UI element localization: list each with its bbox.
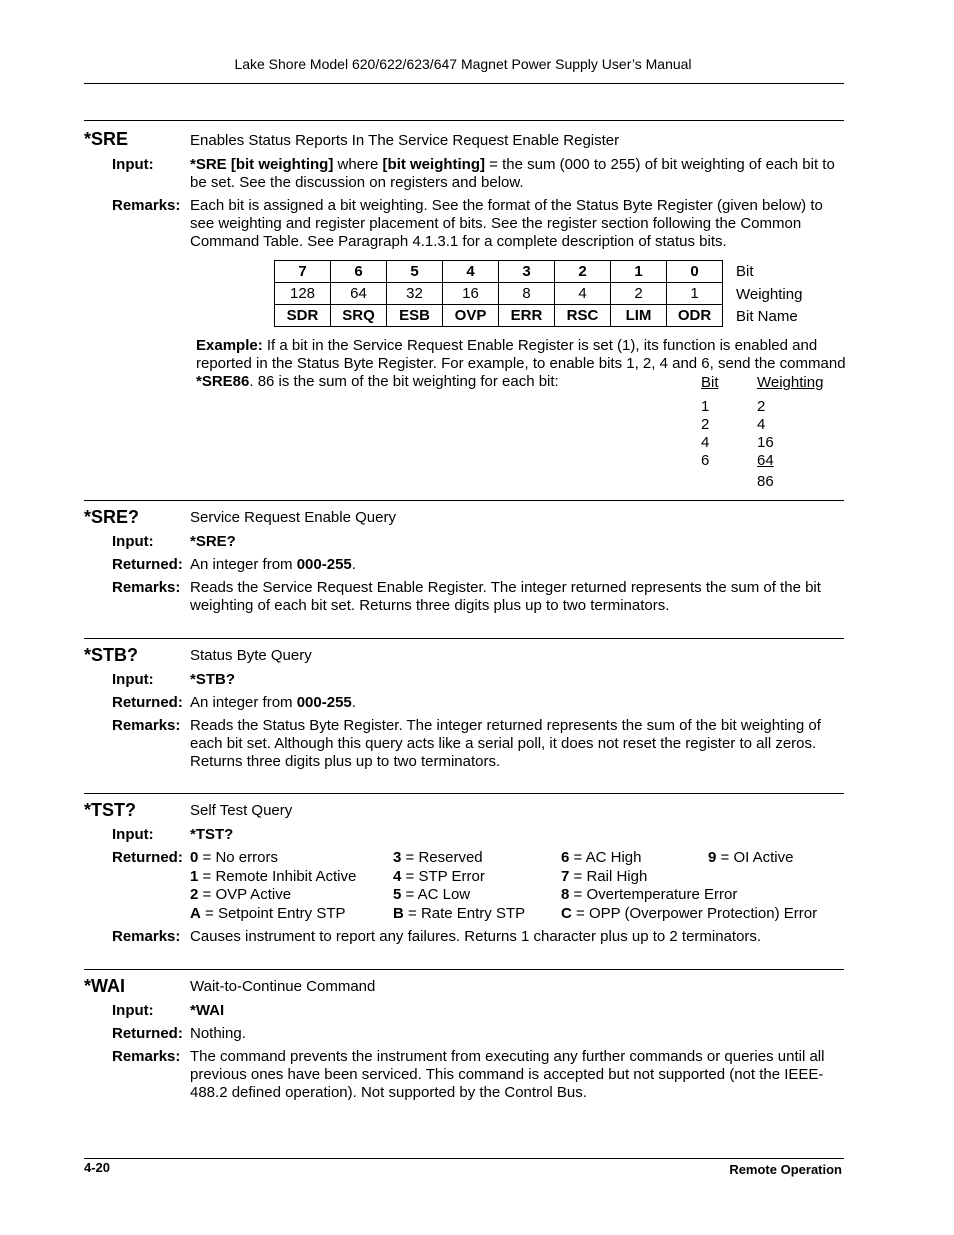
return-code: 3 [393,849,402,866]
bit-name-cell: ESB [387,305,443,327]
returned-prefix: An integer from [190,556,297,573]
page-header-title: Lake Shore Model 620/622/623/647 Magnet Power Supply User’s Manual [234,56,692,72]
returned-value: 000-255 [296,556,352,573]
example-weight-value: 64 [757,452,774,469]
return-code: 7 [561,868,570,885]
bit-name-cell: RSC [555,305,611,327]
weight-cell: 16 [443,283,499,305]
stb-query-returned [190,694,842,712]
weighting-row [275,283,723,305]
return-code-text: = Remote Inhibit Active [198,868,357,885]
return-code-item [190,849,278,867]
bit-cell: 1 [611,261,667,283]
sre-query-input: *SRE? [190,533,236,550]
return-code: 4 [393,868,402,885]
example-bit-value: 2 [701,416,710,433]
section-divider [84,500,844,501]
wai-returned: Nothing. [190,1025,246,1042]
return-code: 6 [561,849,570,866]
weight-cell: 64 [331,283,387,305]
wai-command-name: *WAI [84,976,126,996]
sre-query-input-label: Input: [112,533,154,550]
return-code: 5 [393,886,402,903]
bit-name-cell: ODR [667,305,723,327]
example-label: Example: [196,337,263,354]
return-code-text: = Rate Entry STP [403,905,526,922]
weight-cell: 2 [611,283,667,305]
return-code-text: = OI Active [716,849,794,866]
example-bit-header: Bit [701,374,719,391]
return-code-text: = Rail High [569,868,648,885]
return-code-text: = Setpoint Entry STP [200,905,346,922]
bit-name-cell: SDR [275,305,331,327]
return-code: 1 [190,868,199,885]
return-code-item [393,849,483,867]
sre-remarks-label: Remarks: [112,197,181,214]
example-text-2: . 86 is the sum of the bit weighting for each bit: [249,373,559,390]
sre-query-description: Service Request Enable Query [190,509,396,526]
sre-input-text [190,156,842,192]
return-code-item [190,868,356,886]
wai-input: *WAI [190,1002,225,1019]
bit-cell: 0 [667,261,723,283]
example-weight-value: 2 [757,398,766,415]
sre-command-description: Enables Status Reports In The Service Request Enable Register [190,132,620,149]
section-divider [84,120,844,121]
example-bit-value: 4 [701,434,710,451]
stb-query-input-label: Input: [112,671,154,688]
wai-remarks: The command prevents the instrument from executing any further commands or queries until all previous ones have been serviced. This command is accepted but not supported (not the IEEE-488.2 defined operation). Not supported by the Control Bus. [190,1048,825,1101]
return-code: C [561,905,572,922]
return-code-text: = AC Low [401,886,471,903]
sre-query-remarks-label: Remarks: [112,579,181,596]
returned-prefix: An integer from [190,694,297,711]
sre-input-cmd: *SRE [bit weighting] [190,156,334,173]
return-code-text: = AC High [569,849,642,866]
example-weight-value: 4 [757,416,766,433]
tst-query-returned-label: Returned: [112,849,183,866]
sre-remarks-text: Each bit is assigned a bit weighting. See the format of the Status Byte Register (given below) to see weighting and register placement of bits. See the register section following the Common Command Table. See Paragraph 4.1.3.1 for a complete description of status bits. [190,197,823,250]
return-code-item [561,905,817,923]
example-bit-value: 1 [701,398,710,415]
return-code: 9 [708,849,717,866]
sre-input-rest: = the sum (000 to 255) of bit weighting of each bit to be set. See the discussion on registers and below. [190,156,835,191]
footer-page-number: 4-20 [84,1160,111,1175]
bit-name-cell: SRQ [331,305,387,327]
weight-cell: 128 [275,283,331,305]
table-row-label-bit-name: Bit Name [736,308,798,325]
stb-query-input: *STB? [190,671,235,688]
wai-input-label: Input: [112,1002,154,1019]
return-code-item [393,886,470,904]
sre-example-text [196,337,846,391]
stb-query-remarks: Reads the Status Byte Register. The integer returned represents the sum of the bit weighting of each bit set. Although this query acts like a serial poll, it does not reset the register to all zeros. Returns three digits plus up to two terminators. [190,717,821,770]
weight-cell: 4 [555,283,611,305]
section-divider [84,969,844,970]
return-code-item [561,886,737,904]
return-code-text: = OVP Active [198,886,292,903]
header-rule [84,83,844,84]
stb-query-description: Status Byte Query [190,647,312,664]
bit-cell: 3 [499,261,555,283]
wai-command-description: Wait-to-Continue Command [190,978,376,995]
bit-name-row [275,305,723,327]
example-text-1: If a bit in the Service Request Enable Register is set (1), its function is enabled and reported in the Status Byte Register. For example, to enable bits 1, 2, 4 and 6, send the command [196,337,846,372]
bit-cell: 2 [555,261,611,283]
return-code-item [561,868,647,886]
section-divider [84,793,844,794]
return-code: A [190,905,201,922]
return-code-text: = Reserved [401,849,483,866]
stb-query-command-name: *STB? [84,645,138,665]
returned-suffix: . [351,694,356,711]
weight-cell: 1 [667,283,723,305]
return-code-item [561,849,641,867]
return-code-item [393,905,525,923]
wai-remarks-label: Remarks: [112,1048,181,1065]
bit-name-cell: ERR [499,305,555,327]
return-code-item [190,905,346,923]
example-bit-value: 6 [701,452,710,469]
table-row-label-weighting: Weighting [736,286,803,303]
example-weight-header: Weighting [757,374,824,391]
bit-cell: 6 [331,261,387,283]
return-code: 2 [190,886,199,903]
bit-cell: 5 [387,261,443,283]
sre-query-returned [190,556,842,574]
return-code-item [708,849,793,867]
bit-name-cell: OVP [443,305,499,327]
tst-query-remarks: Causes instrument to report any failures. Returns 1 character plus up to 2 terminators. [190,928,762,945]
stb-query-remarks-label: Remarks: [112,717,181,734]
footer-section-title: Remote Operation [729,1162,842,1177]
bit-row [275,261,723,283]
example-weight-value: 16 [757,434,774,451]
return-code-text: = OPP (Overpower Protection) Error [571,905,818,922]
example-weight-column [757,374,823,491]
return-code: B [393,905,404,922]
weight-cell: 8 [499,283,555,305]
returned-suffix: . [351,556,356,573]
example-weight-total: 86 [757,473,774,490]
example-bit-column [701,374,719,470]
sre-query-returned-label: Returned: [112,556,183,573]
tst-query-input: *TST? [190,826,234,843]
section-divider [84,638,844,639]
tst-query-command-name: *TST? [84,800,136,820]
returned-value: 000-255 [296,694,352,711]
table-row-label-bit: Bit [736,263,754,280]
stb-query-returned-label: Returned: [112,694,183,711]
sre-input-param: [bit weighting] [382,156,486,173]
return-code: 0 [190,849,199,866]
bit-name-cell: LIM [611,305,667,327]
tst-query-description: Self Test Query [190,802,293,819]
return-code-item [190,886,291,904]
sre-query-remarks: Reads the Service Request Enable Register. The integer returned represents the sum of the bit weighting of each bit set. Returns three digits plus up to two terminators. [190,579,821,614]
sre-input-label: Input: [112,156,154,173]
return-code: 8 [561,886,570,903]
footer-rule [84,1158,844,1159]
tst-query-remarks-label: Remarks: [112,928,181,945]
example-command: *SRE86 [196,373,250,390]
return-code-item [393,868,485,886]
weight-cell: 32 [387,283,443,305]
sre-command-name: *SRE [84,129,129,149]
return-code-text: = STP Error [401,868,485,885]
sre-input-where: where [333,156,383,173]
status-byte-table [274,260,723,327]
return-code-text: = Overtemperature Error [569,886,738,903]
tst-query-input-label: Input: [112,826,154,843]
bit-cell: 7 [275,261,331,283]
bit-cell: 4 [443,261,499,283]
wai-returned-label: Returned: [112,1025,183,1042]
return-code-text: = No errors [198,849,278,866]
sre-query-command-name: *SRE? [84,507,140,527]
